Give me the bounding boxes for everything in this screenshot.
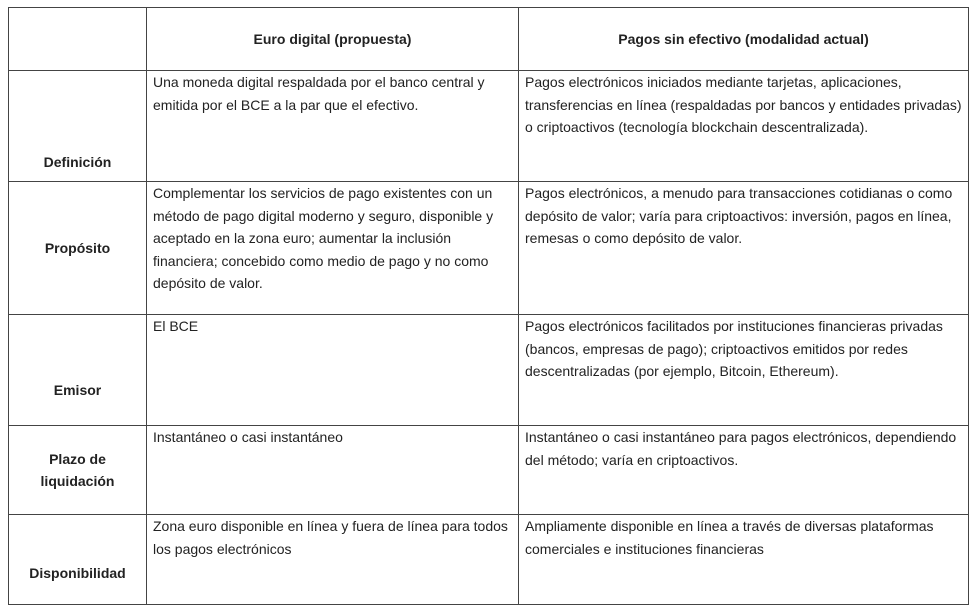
table-row-plazo-de-liquidacion <box>9 426 969 515</box>
comparison-table <box>8 7 969 605</box>
cell-proposito-cashless: Pagos electrónicos, a menudo para transacciones cotidianas o como depósito de valor; varía para criptoactivos: inversión, pagos en línea, remesas o como depósito de valor. <box>519 182 969 315</box>
row-header-disponibilidad: Disponibilidad <box>9 515 147 605</box>
cell-emisor-euro: El BCE <box>147 315 519 426</box>
cell-definicion-cashless: Pagos electrónicos iniciados mediante tarjetas, aplicaciones, transferencias en línea (respaldadas por bancos y entidades privadas) o criptoactivos (tecnología blockchain descentralizada). <box>519 71 969 182</box>
row-header-plazo-de-liquidacion: Plazo de liquidación <box>9 426 147 515</box>
table-row-definicion <box>9 71 969 182</box>
table-row-emisor <box>9 315 969 426</box>
cell-disponibilidad-euro: Zona euro disponible en línea y fuera de línea para todos los pagos electrónicos <box>147 515 519 605</box>
cell-proposito-euro: Complementar los servicios de pago existentes con un método de pago digital moderno y seguro, disponible y aceptado en la zona euro; aumentar la inclusión financiera; concebido como medio de pago y no como depósito de valor. <box>147 182 519 315</box>
cell-plazo-euro: Instantáneo o casi instantáneo <box>147 426 519 515</box>
row-header-definicion: Definición <box>9 71 147 182</box>
column-header-euro-digital: Euro digital (propuesta) <box>147 8 519 71</box>
cell-emisor-cashless: Pagos electrónicos facilitados por instituciones financieras privadas (bancos, empresas de pago); criptoactivos emitidos por redes descentralizadas (por ejemplo, Bitcoin, Ethereum). <box>519 315 969 426</box>
table-row-disponibilidad <box>9 515 969 605</box>
column-header-pagos-sin-efectivo: Pagos sin efectivo (modalidad actual) <box>519 8 969 71</box>
header-corner-cell <box>9 8 147 71</box>
row-header-emisor: Emisor <box>9 315 147 426</box>
row-header-proposito: Propósito <box>9 182 147 315</box>
cell-definicion-euro: Una moneda digital respaldada por el banco central y emitida por el BCE a la par que el efectivo. <box>147 71 519 182</box>
cell-disponibilidad-cashless: Ampliamente disponible en línea a través de diversas plataformas comerciales e instituciones financieras <box>519 515 969 605</box>
table-row-proposito <box>9 182 969 315</box>
table-header-row <box>9 8 969 71</box>
cell-plazo-cashless: Instantáneo o casi instantáneo para pagos electrónicos, dependiendo del método; varía en criptoactivos. <box>519 426 969 515</box>
